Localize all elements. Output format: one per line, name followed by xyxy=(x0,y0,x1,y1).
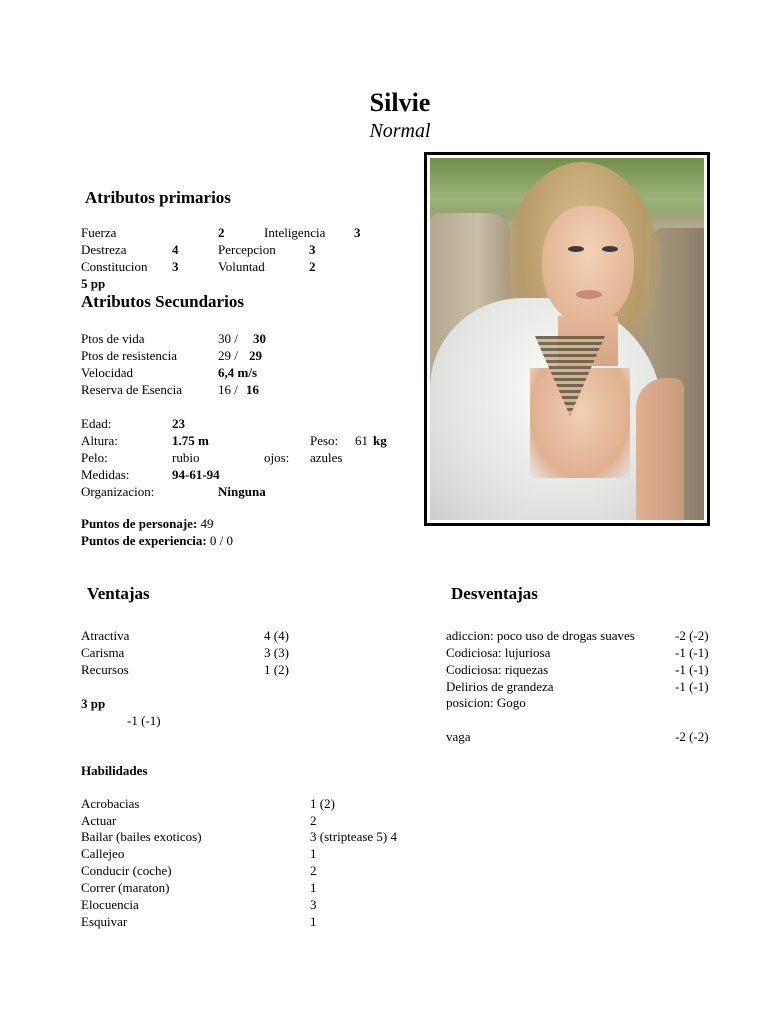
attr-label: Voluntad xyxy=(218,259,265,274)
habilidad-label: Correr (maraton) xyxy=(81,880,170,895)
attr-label: Destreza xyxy=(81,242,127,257)
secondary-current: 30 / xyxy=(218,331,238,346)
attr-value: 3 xyxy=(354,225,361,240)
ventaja-label: Recursos xyxy=(81,662,129,677)
attr-value: 4 xyxy=(172,242,179,257)
secondary-label: Reserva de Esencia xyxy=(81,382,183,397)
ventaja-label: Carisma xyxy=(81,645,125,660)
altura-label: Altura: xyxy=(81,433,118,448)
habilidad-value: 1 xyxy=(310,846,317,861)
attr-value: 2 xyxy=(218,225,225,240)
habilidad-value: 3 xyxy=(310,897,317,912)
desventajas-heading: Desventajas xyxy=(451,584,538,603)
desventaja-value: -2 (-2) xyxy=(675,729,709,744)
puntos-experiencia-label: Puntos de experiencia: xyxy=(81,533,207,548)
peso-value: 61 xyxy=(355,433,368,448)
ventaja-value: 1 (2) xyxy=(264,662,289,677)
habilidad-label: Esquivar xyxy=(81,914,128,929)
secondary-attributes-heading: Atributos Secundarios xyxy=(81,292,244,311)
puntos-personaje-label: Puntos de personaje: xyxy=(81,516,198,531)
ventaja-value: 3 (3) xyxy=(264,645,289,660)
puntos-experiencia xyxy=(81,532,233,549)
secondary-label: Ptos de resistencia xyxy=(81,348,178,363)
habilidad-label: Actuar xyxy=(81,813,117,828)
puntos-personaje xyxy=(81,515,214,532)
medidas-value: 94-61-94 xyxy=(172,467,220,482)
habilidad-label: Callejeo xyxy=(81,846,125,861)
attr-label: Inteligencia xyxy=(264,225,326,240)
desventaja-label: Delirios de grandeza xyxy=(446,679,554,694)
edad-label: Edad: xyxy=(81,416,112,431)
edad-value: 23 xyxy=(172,416,185,431)
attr-label: Fuerza xyxy=(81,225,117,240)
desventaja-label: posicion: Gogo xyxy=(446,695,526,710)
secondary-max: 30 xyxy=(253,331,266,346)
medidas-label: Medidas: xyxy=(81,467,130,482)
ventaja-label: Atractiva xyxy=(81,628,130,643)
pelo-label: Pelo: xyxy=(81,450,108,465)
attr-value: 3 xyxy=(309,242,316,257)
organizacion-label: Organizacion: xyxy=(81,484,155,499)
desventaja-label: adiccion: poco uso de drogas suaves xyxy=(446,628,635,643)
habilidad-label: Conducir (coche) xyxy=(81,863,172,878)
secondary-current: 29 / xyxy=(218,348,238,363)
secondary-label: Velocidad xyxy=(81,365,133,380)
ojos-value: azules xyxy=(310,450,343,465)
character-type: Normal xyxy=(369,120,431,142)
desventaja-label: Codiciosa: lujuriosa xyxy=(446,645,551,660)
primary-attributes-heading: Atributos primarios xyxy=(85,188,231,207)
secondary-max: 29 xyxy=(249,348,262,363)
habilidad-value: 3 (striptease 5) 4 xyxy=(310,829,398,844)
attr-value: 2 xyxy=(309,259,316,274)
habilidad-value: 1 (2) xyxy=(310,796,335,811)
secondary-current: 16 / xyxy=(218,382,238,397)
desventaja-value: -1 (-1) xyxy=(675,662,709,677)
character-portrait xyxy=(424,152,710,526)
desventaja-label: Codiciosa: riquezas xyxy=(446,662,549,677)
puntos-experiencia-value: 0 / 0 xyxy=(209,533,234,548)
desventaja-value: -1 (-1) xyxy=(675,679,709,694)
organizacion-value: Ninguna xyxy=(218,484,266,499)
peso-label: Peso: xyxy=(310,433,339,448)
habilidad-value: 2 xyxy=(310,813,317,828)
habilidad-label: Elocuencia xyxy=(81,897,139,912)
ventajas-extra: -1 (-1) xyxy=(127,713,161,728)
altura-value: 1.75 m xyxy=(172,433,209,448)
puntos-personaje-value: 49 xyxy=(200,516,214,531)
ventaja-value: 4 (4) xyxy=(264,628,289,643)
habilidad-value: 1 xyxy=(310,914,317,929)
secondary-max: 16 xyxy=(246,382,259,397)
ojos-label: ojos: xyxy=(264,450,290,465)
pelo-value: rubio xyxy=(172,450,200,465)
attr-value: 3 xyxy=(172,259,179,274)
peso-unit: kg xyxy=(373,433,387,448)
attr-label: Constitucion xyxy=(81,259,148,274)
habilidades-heading: Habilidades xyxy=(81,763,148,778)
ventajas-heading: Ventajas xyxy=(87,584,150,603)
desventaja-value: -1 (-1) xyxy=(675,645,709,660)
desventaja-value: -2 (-2) xyxy=(675,628,709,643)
ventajas-pp: 3 pp xyxy=(81,696,106,711)
habilidad-label: Acrobacias xyxy=(81,796,140,811)
character-name: Silvie xyxy=(369,88,431,117)
desventaja-label: vaga xyxy=(446,729,471,744)
attr-label: Percepcion xyxy=(218,242,276,257)
primary-pp: 5 pp xyxy=(81,276,106,291)
secondary-label: Ptos de vida xyxy=(81,331,145,346)
habilidad-value: 2 xyxy=(310,863,317,878)
habilidad-value: 1 xyxy=(310,880,317,895)
habilidad-label: Bailar (bailes exoticos) xyxy=(81,829,202,844)
secondary-value: 6,4 m/s xyxy=(218,365,257,380)
